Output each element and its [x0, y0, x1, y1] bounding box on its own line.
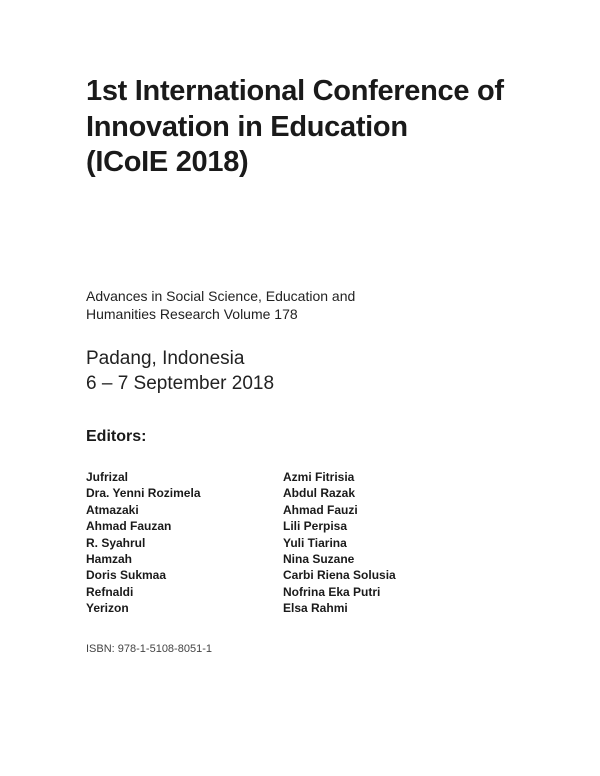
title-line: (ICoIE 2018): [86, 146, 249, 178]
editor-name: Ahmad Fauzi: [283, 502, 358, 517]
series-line: Humanities Research Volume 178: [86, 306, 298, 322]
editor-name: Nina Suzane: [283, 552, 355, 567]
editor-name: Atmazaki: [86, 502, 139, 517]
editor-name: Abdul Razak: [283, 486, 356, 501]
editor-name: Dra. Yenni Rozimela: [86, 486, 201, 501]
editor-name: Yuli Tiarina: [283, 535, 347, 550]
editor-name: Hamzah: [86, 552, 133, 567]
editor-name: Doris Sukmaa: [86, 568, 167, 583]
editors-left-column: [86, 469, 201, 617]
series-info: [86, 287, 355, 323]
editor-name: Jufrizal: [86, 470, 129, 484]
editors-right-column: [283, 469, 396, 617]
editor-name: R. Syahrul: [86, 535, 146, 550]
isbn: ISBN: 978-1-5108-8051-1: [86, 643, 212, 655]
editor-name: Lili Perpisa: [283, 519, 348, 534]
editor-name: Carbi Riena Solusia: [283, 568, 396, 583]
editor-name: Azmi Fitrisia: [283, 470, 355, 484]
location: Padang, Indonesia: [86, 348, 245, 369]
editors-heading: Editors:: [86, 428, 147, 445]
editor-name: Refnaldi: [86, 584, 134, 599]
editor-name: Elsa Rahmi: [283, 601, 348, 616]
location-dates: [86, 346, 274, 396]
editor-name: Ahmad Fauzan: [86, 519, 172, 534]
conference-title: [86, 74, 504, 181]
title-line: 1st International Conference of: [86, 75, 504, 107]
title-line: Innovation in Education: [86, 110, 408, 143]
series-line: Advances in Social Science, Education and: [86, 288, 356, 304]
editor-name: Nofrina Eka Putri: [283, 584, 381, 599]
editor-name: Yerizon: [86, 601, 129, 616]
dates: 6 – 7 September 2018: [86, 373, 275, 394]
